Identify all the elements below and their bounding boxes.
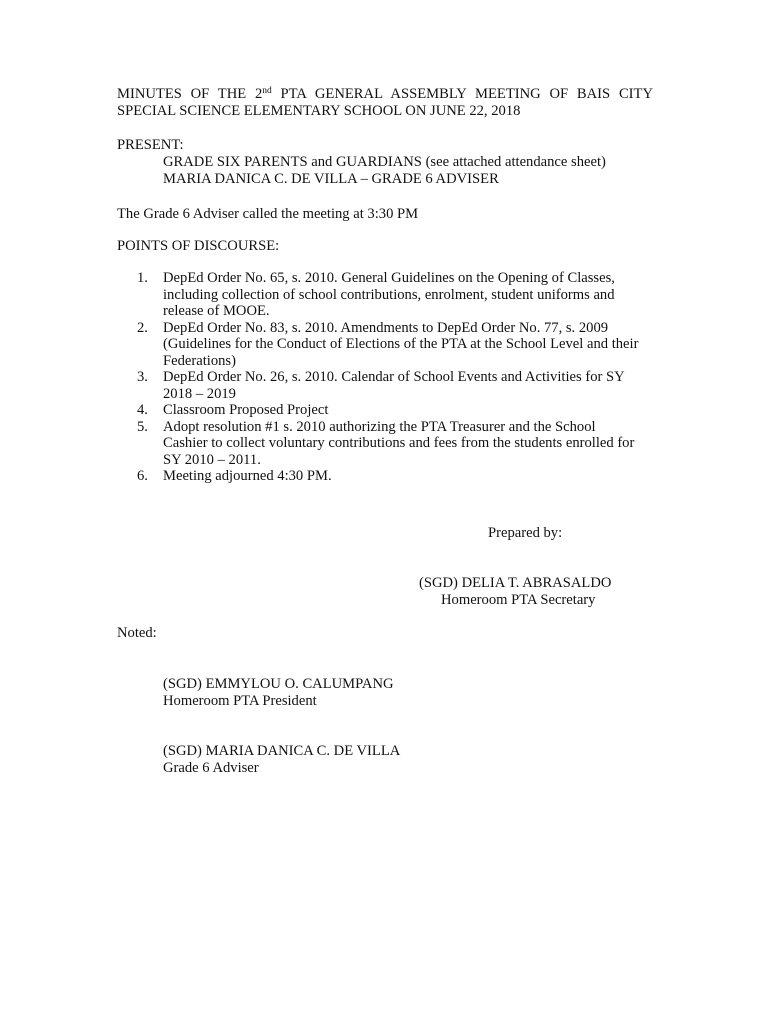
item-number: 4. [137, 402, 148, 418]
title-text-start: MINUTES OF THE 2 [117, 86, 263, 102]
item-number: 1. [137, 270, 148, 286]
item-number: 3. [137, 369, 148, 385]
signatory-role: Homeroom PTA President [163, 693, 317, 709]
discourse-item [117, 402, 657, 419]
item-text: Classroom Proposed Project [163, 402, 329, 418]
call-to-order: The Grade 6 Adviser called the meeting at 3:30 PM [117, 206, 419, 222]
item-text: DepEd Order No. 83, s. 2010. Amendments to DepEd Order No. 77, s. 2009 (Guidelines for the Conduct of Elections of the PTA at the School Level and their Federations) [163, 319, 639, 369]
discourse-item [117, 270, 657, 320]
item-number: 2. [137, 319, 148, 336]
signatory-name: (SGD) MARIA DANICA C. DE VILLA [163, 743, 401, 759]
signatory-role: Grade 6 Adviser [163, 760, 259, 776]
document-title [117, 86, 653, 119]
discourse-item [117, 320, 657, 370]
title-text-end: PTA GENERAL ASSEMBLY MEETING OF BAIS CITY [271, 86, 653, 102]
present-heading: PRESENT: [117, 137, 184, 153]
discourse-heading: POINTS OF DISCOURSE: [117, 238, 280, 254]
present-item-parents: GRADE SIX PARENTS and GUARDIANS (see attached attendance sheet) [163, 154, 606, 170]
prepared-by-role: Homeroom PTA Secretary [441, 592, 596, 608]
discourse-item [117, 419, 657, 469]
present-item-adviser: MARIA DANICA C. DE VILLA – GRADE 6 ADVISER [163, 171, 499, 187]
item-text: DepEd Order No. 26, s. 2010. Calendar of School Events and Activities for SY 2018 – 2019 [163, 369, 625, 402]
title-line-2: SPECIAL SCIENCE ELEMENTARY SCHOOL ON JUNE 22, 2018 [117, 102, 521, 119]
signatory-name: (SGD) EMMYLOU O. CALUMPANG [163, 676, 394, 692]
item-text: DepEd Order No. 65, s. 2010. General Guidelines on the Opening of Classes, including collection of school contributions, enrolment, student uniforms and release of MOOE. [163, 270, 615, 319]
noted-label: Noted: [117, 625, 157, 641]
item-text: Adopt resolution #1 s. 2010 authorizing the PTA Treasurer and the School Cashier to collect voluntary contributions and fees from the students enrolled for SY 2010 – 2011. [163, 418, 635, 468]
item-number: 5. [137, 418, 148, 435]
discourse-item [117, 369, 657, 402]
discourse-item [117, 468, 657, 485]
title-line-1 [117, 86, 653, 103]
item-number: 6. [137, 468, 148, 484]
discourse-list [117, 270, 657, 485]
prepared-by-name: (SGD) DELIA T. ABRASALDO [419, 575, 612, 591]
title-superscript: nd [262, 86, 272, 96]
item-text: Meeting adjourned 4:30 PM. [163, 468, 332, 484]
prepared-by-label: Prepared by: [488, 525, 563, 541]
